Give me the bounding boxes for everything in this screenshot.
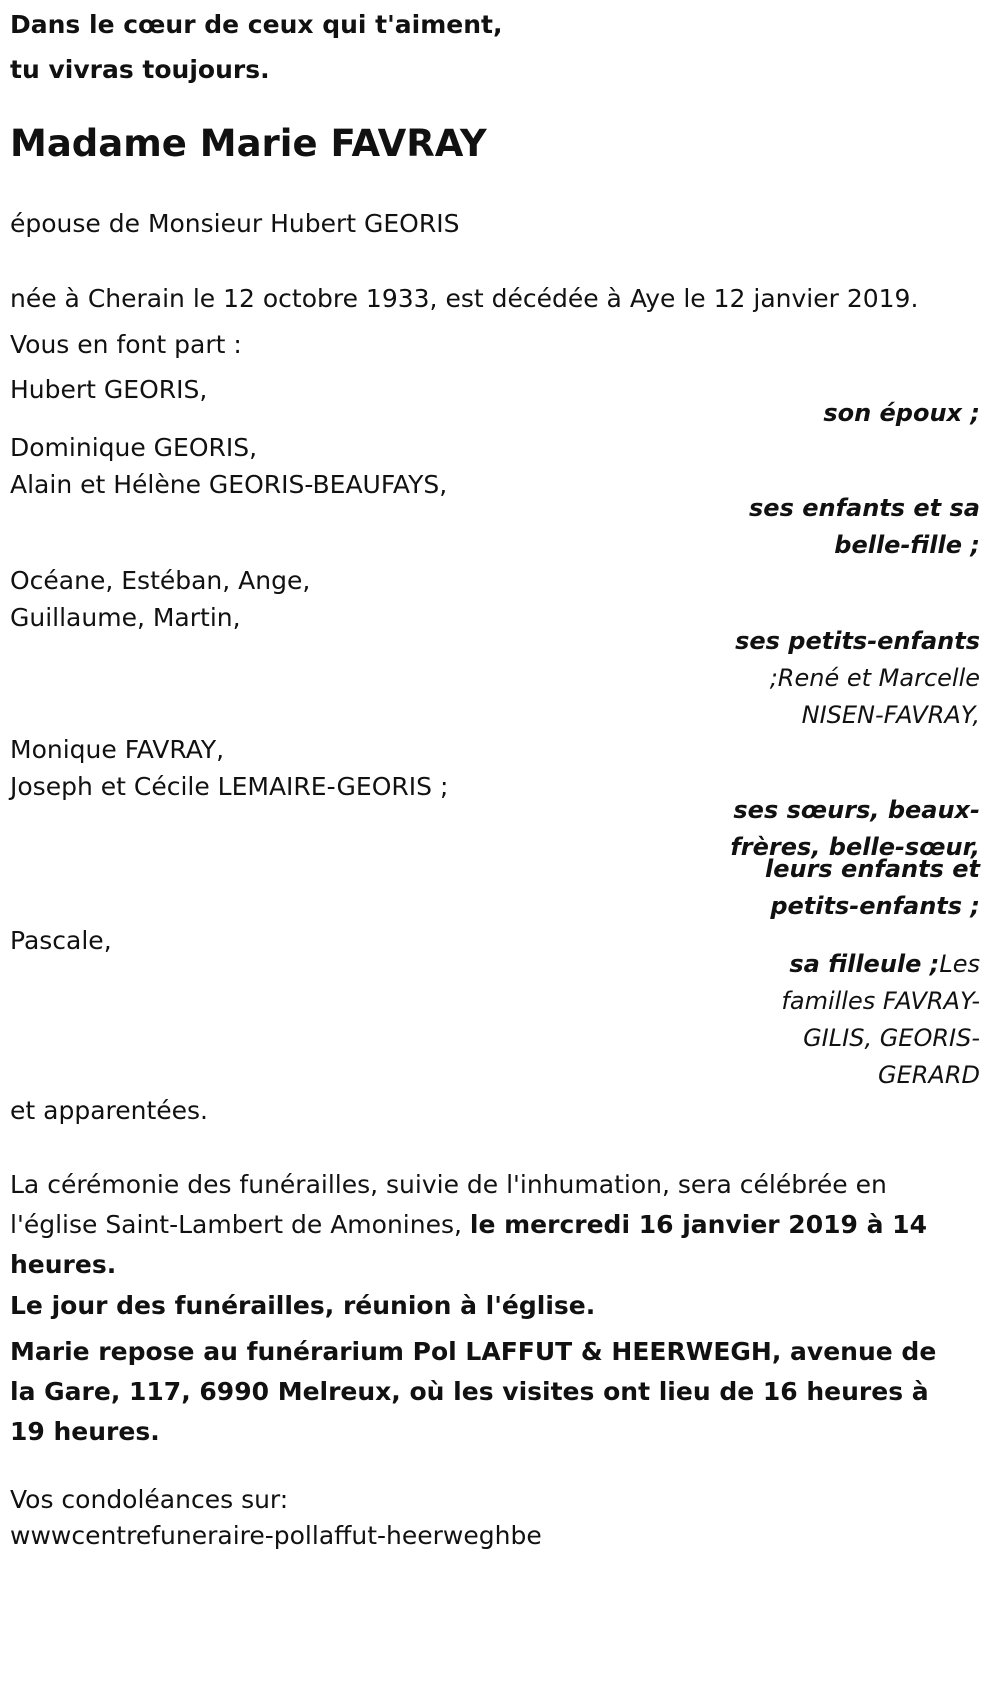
sibling-line-2: Joseph et Cécile LEMAIRE-GEORIS ; bbox=[10, 772, 449, 801]
families-line-4: GERARD bbox=[877, 1061, 980, 1089]
funeral-home-paragraph: Marie repose au funérarium Pol LAFFUT & HEERWEGH, avenue de la Gare, 117, 6990 Melreux, où les visites ont lieu de 16 heures à 19 heures. bbox=[10, 1337, 937, 1446]
birth-death-line: née à Cherain le 12 octobre 1933, est décédée à Aye le 12 janvier 2019. bbox=[10, 284, 919, 313]
siblings-relation-3: leurs enfants et bbox=[764, 855, 980, 883]
grandchildren-line-1: Océane, Estéban, Ange, bbox=[10, 566, 311, 595]
ceremony-date: le mercredi 16 janvier 2019 à 14 heures. bbox=[10, 1210, 927, 1279]
related-line: et apparentées. bbox=[10, 1096, 208, 1125]
condolences-website: wwwcentrefuneraire-pollaffut-heerweghbe bbox=[10, 1521, 542, 1550]
spouse-line: épouse de Monsieur Hubert GEORIS bbox=[10, 209, 460, 238]
condolences-label: Vos condoléances sur: bbox=[10, 1485, 289, 1514]
obituary-document bbox=[10, 0, 980, 1694]
grandchildren-relation: ses petits-enfants bbox=[735, 627, 980, 655]
rene-marcelle-line-1: ;René et Marcelle bbox=[769, 664, 980, 692]
motto-line-1: Dans le cœur de ceux qui t'aiment, bbox=[10, 10, 503, 39]
ceremony-text: La cérémonie des funérailles, suivie de l'inhumation, sera célébrée en l'église Saint-Lambert de Amonines, bbox=[10, 1170, 887, 1239]
child-name-2: Alain et Hélène GEORIS-BEAUFAYS, bbox=[10, 470, 448, 499]
grandchildren-line-2: Guillaume, Martin, bbox=[10, 603, 241, 632]
motto-line-2: tu vivras toujours. bbox=[10, 55, 270, 84]
intro-line: Vous en font part : bbox=[10, 330, 242, 359]
families-line-1: Les bbox=[939, 950, 980, 978]
husband-name: Hubert GEORIS, bbox=[10, 375, 208, 404]
families-line-2: familles FAVRAY- bbox=[781, 987, 980, 1015]
goddaughter-relation-row bbox=[789, 944, 980, 984]
deceased-name: Madame Marie FAVRAY bbox=[10, 122, 487, 165]
goddaughter-name: Pascale, bbox=[10, 926, 112, 955]
siblings-relation-2: frères, belle-sœur, bbox=[730, 833, 980, 861]
children-relation-2: belle-fille ; bbox=[834, 531, 980, 559]
children-relation-1: ses enfants et sa bbox=[749, 494, 980, 522]
rene-marcelle-line-2: NISEN-FAVRAY, bbox=[801, 701, 980, 729]
meeting-paragraph: Le jour des funérailles, réunion à l'église. bbox=[10, 1291, 596, 1320]
siblings-relation-1: ses sœurs, beaux- bbox=[733, 796, 980, 824]
husband-relation: son époux ; bbox=[823, 399, 980, 427]
siblings-relation-4: petits-enfants ; bbox=[770, 892, 980, 920]
ceremony-paragraph bbox=[10, 1165, 940, 1285]
families-line-3: GILIS, GEORIS- bbox=[803, 1024, 980, 1052]
child-name-1: Dominique GEORIS, bbox=[10, 433, 258, 462]
goddaughter-relation: sa filleule ; bbox=[789, 950, 940, 978]
sibling-line-1: Monique FAVRAY, bbox=[10, 735, 225, 764]
